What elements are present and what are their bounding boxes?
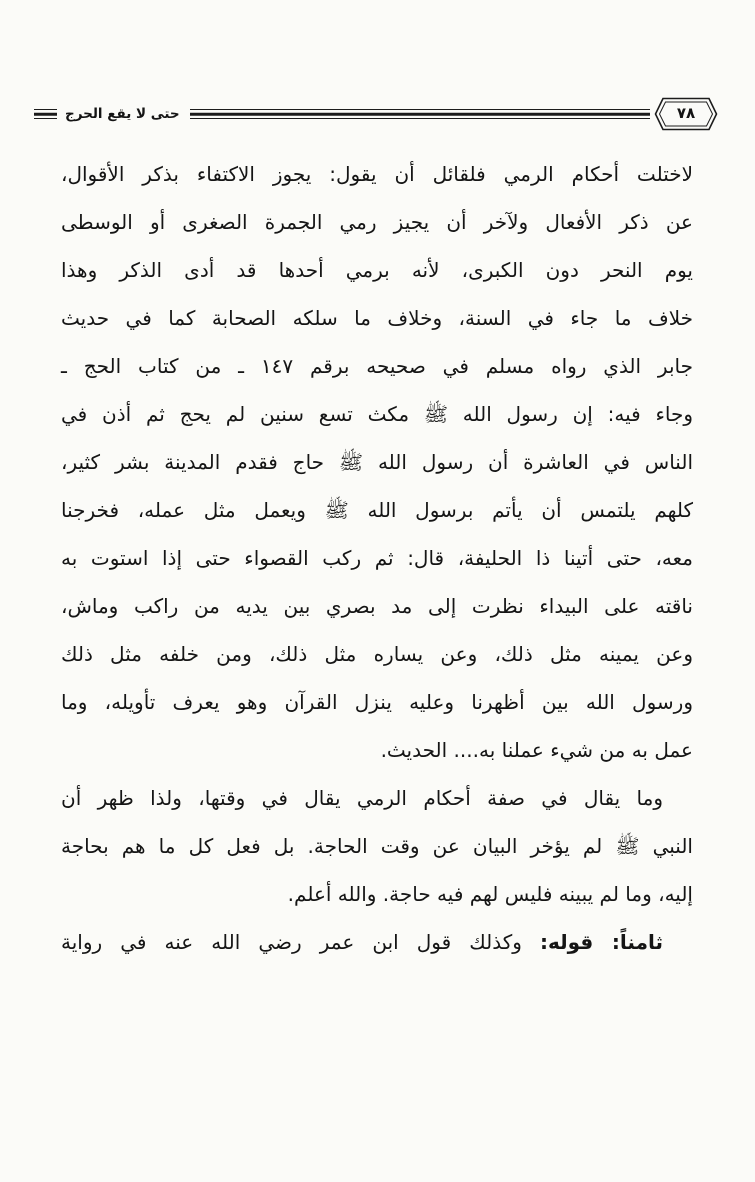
text-line: خلاف ما جاء في السنة، وخلاف ما سلكه الصحابة كما في حديث	[61, 306, 693, 330]
text-line: النبي ﷺ لم يؤخر البيان عن وقت الحاجة. بل فعل كل ما هم بحاجة	[61, 834, 693, 858]
text-line: لاختلت أحكام الرمي فلقائل أن يقول: يجوز الاكتفاء بذكر الأقوال،	[61, 162, 693, 186]
page-header	[34, 95, 719, 133]
text-line: ورسول الله بين أظهرنا وعليه ينزل القرآن وهو يعرف تأويله، وما	[61, 690, 693, 714]
text-line: كلهم يلتمس أن يأتم برسول الله ﷺ ويعمل مثل عمله، فخرجنا	[61, 498, 693, 522]
text-line: جابر الذي رواه مسلم في صحيحه برقم ١٤٧ ـ من كتاب الحج ـ	[61, 354, 693, 378]
paragraph-lead: ثامناً: قوله:	[539, 930, 663, 954]
page-number: ٧٨	[676, 104, 696, 122]
text-line: وجاء فيه: إن رسول الله ﷺ مكث تسع سنين لم يحج ثم أذن في	[61, 402, 693, 426]
text-line: عمل به من شيء عملنا به.... الحديث.	[380, 738, 693, 762]
text-line: ثامناً: قوله: وكذلك قول ابن عمر رضي الله عنه في رواية	[61, 930, 663, 954]
text-block	[61, 150, 693, 966]
text-line: يوم النحر دون الكبرى، لأنه برمي أحدها قد أدى الذكر وهذا	[61, 258, 693, 282]
text-line: ناقته على البيداء نظرت إلى مد بصري بين يديه من راكب وماش،	[61, 594, 693, 618]
header-rule	[190, 109, 650, 119]
text-line: معه، حتى أتينا ذا الحليفة، قال: ثم ركب القصواء حتى إذا استوت به	[61, 546, 693, 570]
header-left-rule	[34, 109, 57, 119]
book-title: حتى لا يقع الحرج	[65, 106, 180, 122]
text-line: وعن يمينه مثل ذلك، وعن يساره مثل ذلك، ومن خلفه مثل ذلك	[61, 642, 693, 666]
text-line: عن ذكر الأفعال ولآخر أن يجيز رمي الجمرة الصغرى أو الوسطى	[61, 210, 693, 234]
page-number-frame	[653, 96, 719, 132]
text-line: إليه، وما لم يبينه فليس لهم فيه حاجة. والله أعلم.	[287, 882, 693, 906]
text-line: وما يقال في صفة أحكام الرمي يقال في وقتها، ولذا ظهر أن	[61, 786, 663, 810]
text-line: الناس في العاشرة أن رسول الله ﷺ حاج فقدم المدينة بشر كثير،	[61, 450, 693, 474]
